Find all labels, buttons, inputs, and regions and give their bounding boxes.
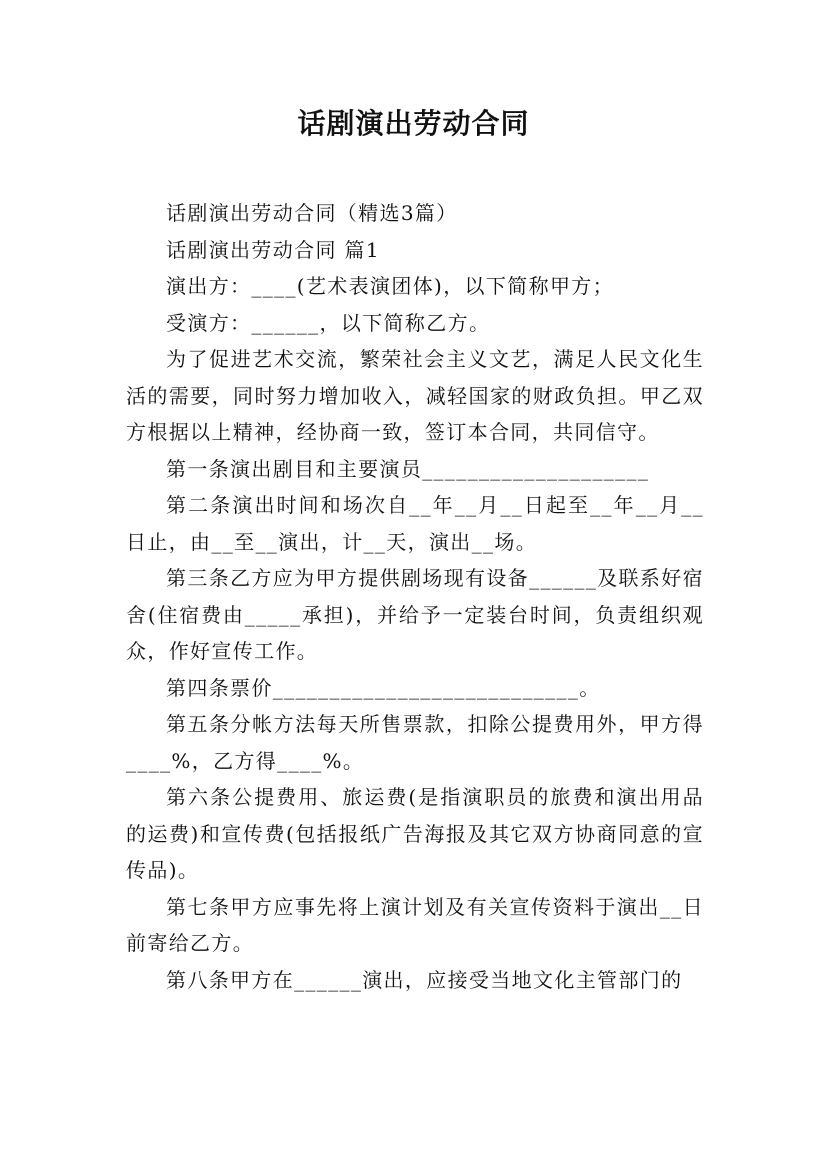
paragraph-article-6: 第六条公提费用、旅运费(是指演职员的旅费和演出用品的运费)和宣传费(包括报纸广告海报及其它双方协商同意的宣传品)。 bbox=[126, 785, 704, 882]
paragraph-article-1: 第一条演出剧目和主要演员____________________ bbox=[166, 456, 650, 481]
paragraph-article-4: 第四条票价___________________________。 bbox=[166, 675, 601, 700]
paragraph-article-2: 第二条演出时间和场次自__年__月__日起至__年__月__日止，由__至__演出，计__天，演出__场。 bbox=[126, 493, 704, 554]
document-body bbox=[126, 195, 704, 998]
paragraph-article-5: 第五条分帐方法每天所售票款，扣除公提费用外，甲方得____%，乙方得____%。 bbox=[126, 712, 704, 773]
paragraph-article-7: 第七条甲方应事先将上演计划及有关宣传资料于演出__日前寄给乙方。 bbox=[126, 894, 704, 955]
paragraph-article-8: 第八条甲方在______演出，应接受当地文化主管部门的 bbox=[166, 967, 683, 992]
paragraph-preamble: 为了促进艺术交流，繁荣社会主义文艺，满足人民文化生活的需要，同时努力增加收入，减轻国家的财政负担。甲乙双方根据以上精神，经协商一致，签订本合同，共同信守。 bbox=[126, 347, 704, 444]
document-title: 话剧演出劳动合同 bbox=[297, 107, 530, 140]
paragraph-subtitle: 话剧演出劳动合同（精选3篇） bbox=[166, 201, 458, 225]
paragraph-party-b: 受演方：______，以下简称乙方。 bbox=[166, 310, 491, 335]
paragraph-article-3: 第三条乙方应为甲方提供剧场现有设备______及联系好宿舍(住宿费由_____承担)，并给予一定装台时间，负责组织观众，作好宣传工作。 bbox=[126, 566, 704, 663]
paragraph-party-a: 演出方：____(艺术表演团体)，以下简称甲方； bbox=[166, 274, 615, 298]
paragraph-section-heading: 话剧演出劳动合同 篇1 bbox=[166, 237, 380, 262]
